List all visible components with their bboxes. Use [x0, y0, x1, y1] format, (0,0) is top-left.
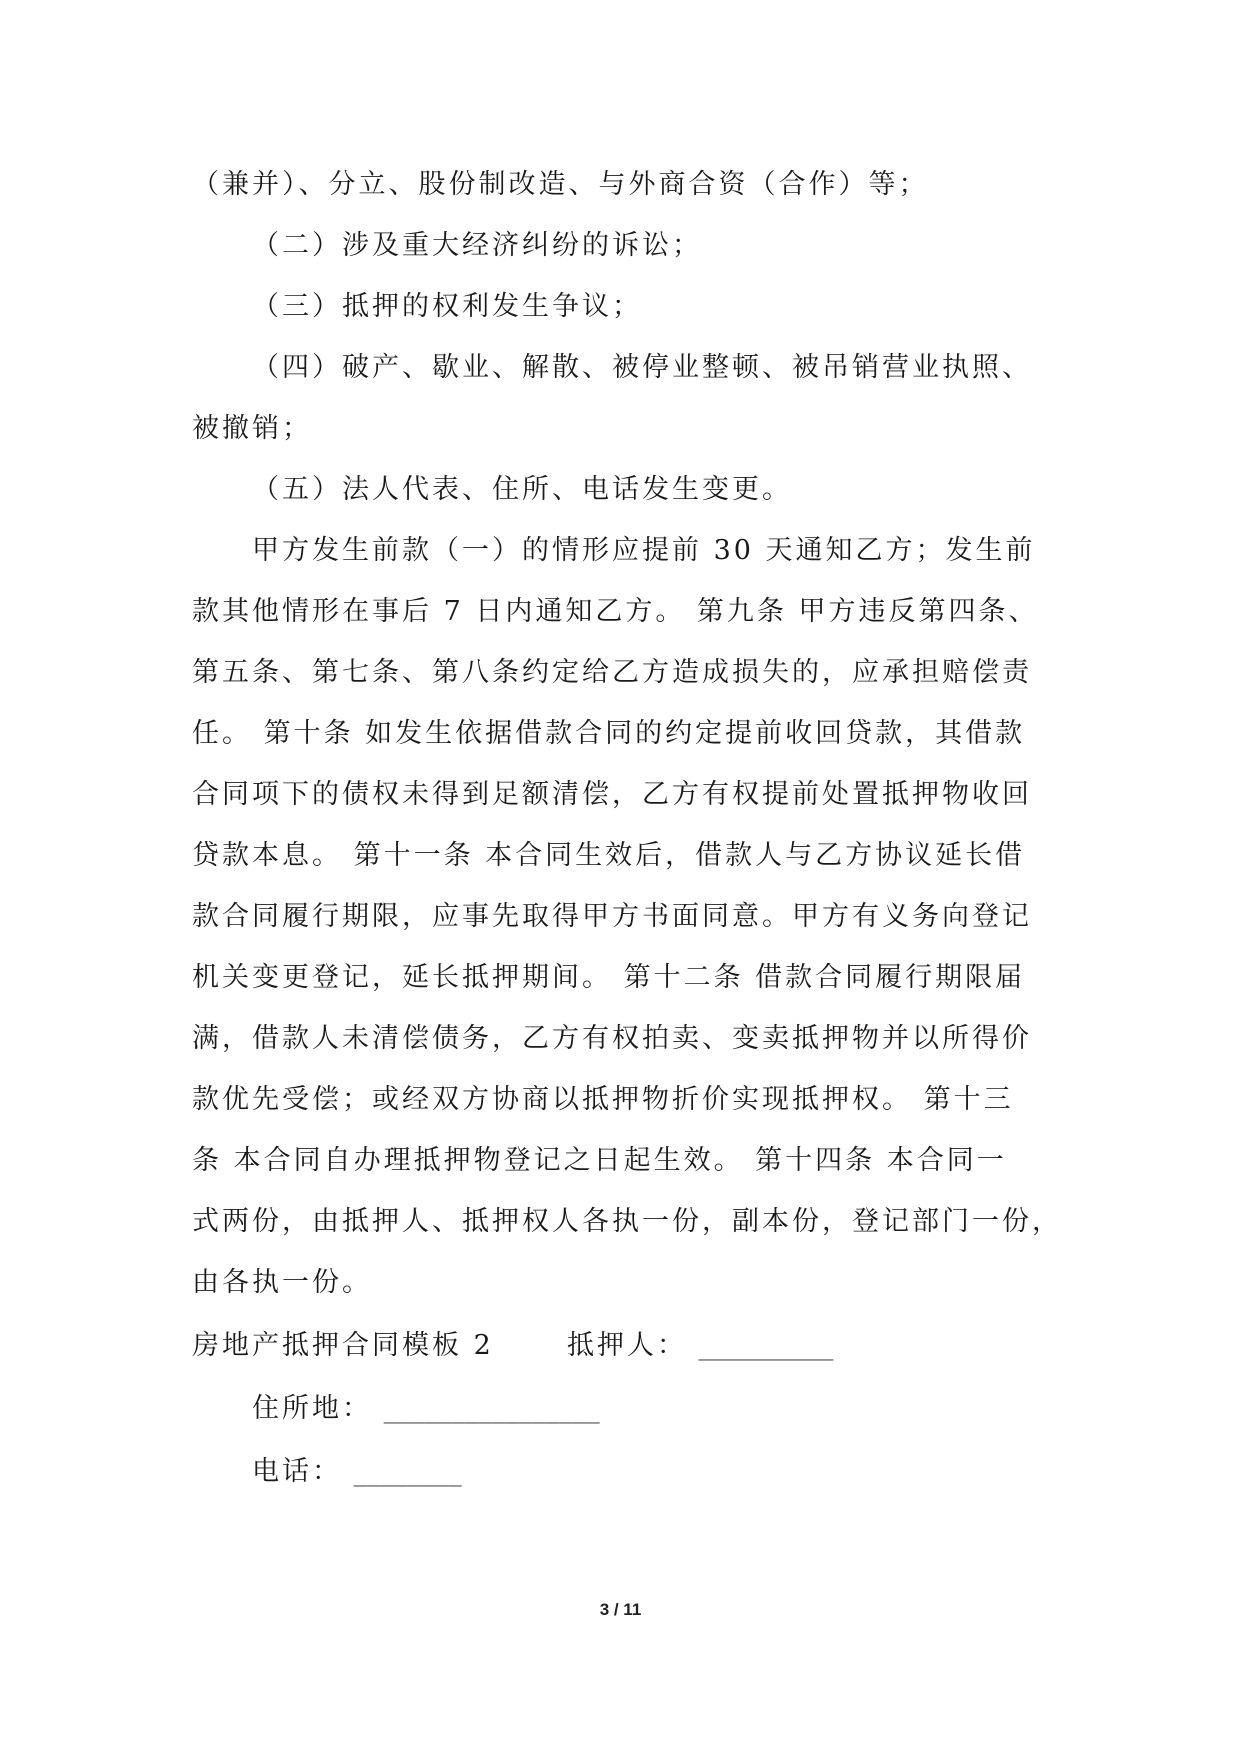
text-line: （二）涉及重大经济纠纷的诉讼；	[252, 230, 702, 261]
text-line: 合同项下的债权未得到足额清偿，乙方有权提前处置抵押物收回	[192, 779, 1032, 810]
text-line: 款合同履行期限，应事先取得甲方书面同意。甲方有义务向登记	[192, 901, 1032, 932]
text-line: 满，借款人未清偿债务，乙方有权拍卖、变卖抵押物并以所得价	[192, 1023, 1032, 1054]
text-line: 款优先受偿；或经双方协商以抵押物折价实现抵押权。 第十三	[192, 1084, 1014, 1115]
text-line: 任。 第十条 如发生依据借款合同的约定提前收回贷款，其借款	[192, 718, 1026, 749]
text-line: （三）抵押的权利发生争议；	[252, 291, 642, 322]
phone-label: 电话：	[252, 1456, 342, 1487]
text-line: 贷款本息。 第十一条 本合同生效后，借款人与乙方协议延长借	[192, 840, 1026, 871]
document-body	[192, 154, 1062, 1502]
text-line: （四）破产、歇业、解散、被停业整顿、被吊销营业执照、	[252, 352, 1032, 383]
mortgagor-blank: __________	[698, 1330, 834, 1361]
text-line: 由各执一份。	[192, 1267, 372, 1298]
text-line: （兼并）、分立、股份制改造、与外商合资（合作）等；	[192, 169, 929, 200]
text-line: 条 本合同自办理抵押物登记之日起生效。 第十四条 本合同一	[192, 1145, 1007, 1176]
text-line: 第五条、第七条、第八条约定给乙方造成损失的，应承担赔偿责	[192, 657, 1032, 688]
template-title-row	[192, 1315, 1052, 1376]
address-label: 住所地：	[252, 1393, 372, 1424]
text-line: （五）法人代表、住所、电话发生变更。	[252, 474, 792, 505]
page-number: 3 / 11	[599, 1600, 642, 1619]
phone-blank: ________	[353, 1456, 462, 1487]
template-title: 房地产抵押合同模板 2	[192, 1330, 494, 1361]
text-line: 款其他情形在事后 7 日内通知乙方。 第九条 甲方违反第四条、	[192, 596, 1039, 627]
text-line: 甲方发生前款（一）的情形应提前 30 天通知乙方；发生前	[252, 535, 1036, 566]
phone-row	[192, 1441, 1052, 1502]
text-line: 被撤销；	[192, 413, 312, 444]
text-line: 机关变更登记，延长抵押期间。 第十二条 借款合同履行期限届	[192, 962, 1026, 993]
address-blank: ________________	[383, 1393, 600, 1424]
text-line: 式两份，由抵押人、抵押权人各执一份，副本份，登记部门一份，	[192, 1206, 1062, 1237]
address-row	[192, 1378, 1052, 1439]
mortgagor-label: 抵押人：	[566, 1330, 687, 1361]
